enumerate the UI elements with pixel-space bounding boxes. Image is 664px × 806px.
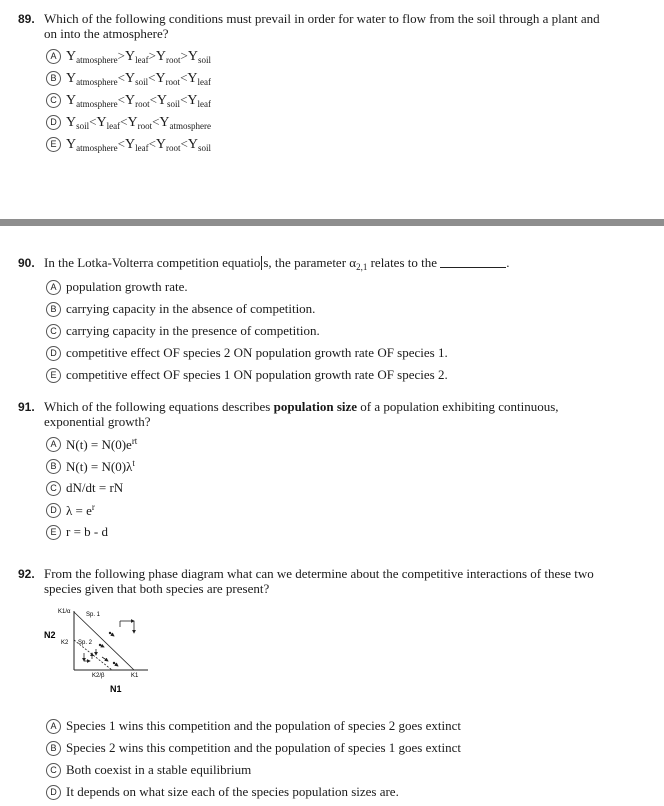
option-text (66, 70, 211, 87)
answer-option-c[interactable] (46, 320, 448, 342)
option-letter-badge[interactable]: D (46, 115, 61, 130)
option-letter-badge[interactable]: D (46, 503, 61, 518)
inequality-symbol: < (180, 135, 188, 151)
question-text-end: relates to the (367, 255, 438, 270)
inequality-symbol: < (120, 113, 128, 129)
equation-base: N(t) = N(0)e (66, 436, 132, 452)
water-potential-symbol: Y (66, 114, 77, 130)
water-potential-symbol: Y (187, 70, 198, 86)
option-letter-badge[interactable]: D (46, 785, 61, 800)
water-potential-subscript: leaf (197, 76, 212, 87)
answer-options (46, 45, 211, 155)
inequality-symbol: > (180, 47, 188, 63)
answer-option-b[interactable] (46, 737, 461, 759)
option-letter-badge[interactable]: B (46, 71, 61, 86)
water-potential-symbol: Y (155, 136, 167, 152)
question-text: Which of the following conditions must prevail in order for water to flow from the soil through a plant and on into the atmosphere? (44, 11, 600, 41)
equilibrium-points (99, 632, 115, 664)
option-text: population growth rate. (66, 279, 188, 294)
question-number: 91. (18, 400, 35, 414)
answer-option-a[interactable] (46, 276, 448, 298)
equation-base: dN/dt = rN (66, 480, 124, 495)
option-letter-badge[interactable]: C (46, 763, 61, 778)
question-number: 92. (18, 567, 35, 581)
water-potential-subscript: soil (198, 142, 212, 153)
answer-option-d[interactable] (46, 499, 137, 521)
option-letter-badge[interactable]: C (46, 324, 61, 339)
answer-option-c[interactable] (46, 89, 211, 111)
water-potential-symbol: Y (66, 136, 77, 152)
option-letter-badge[interactable]: E (46, 368, 61, 383)
label-k1: K1 (131, 673, 139, 679)
inequality-symbol: < (148, 69, 156, 85)
section-divider (0, 219, 664, 226)
water-potential-subscript: root (166, 142, 181, 153)
option-text (66, 114, 211, 131)
answer-options (46, 715, 461, 803)
water-potential-symbol: Y (66, 92, 77, 108)
water-potential-symbol: Y (187, 92, 198, 108)
water-potential-symbol: Y (159, 114, 170, 130)
inequality-symbol: > (117, 47, 125, 63)
water-potential-symbol: Y (66, 70, 77, 86)
inequality-symbol: < (89, 113, 97, 129)
water-potential-subscript: leaf (106, 120, 121, 131)
option-letter-badge[interactable]: B (46, 302, 61, 317)
water-potential-symbol: Y (156, 92, 168, 108)
water-potential-subscript: root (135, 98, 150, 109)
water-potential-symbol: Y (187, 136, 199, 152)
water-potential-subscript: soil (167, 98, 181, 109)
inequality-symbol: < (117, 91, 125, 107)
water-potential-subscript: soil (135, 76, 149, 87)
y-axis-label: N2 (44, 630, 56, 640)
question-text: From the following phase diagram what can we determine about the competitive interactions of these two species given that both species are present? (44, 566, 594, 596)
equation-base: N(t) = N(0)λ (66, 458, 133, 474)
water-potential-subscript: atmosphere (76, 76, 118, 87)
inequality-symbol: < (180, 69, 188, 85)
equation-text (66, 436, 137, 453)
question-number: 89. (18, 12, 35, 26)
water-potential-symbol: Y (187, 48, 199, 64)
water-potential-subscript: leaf (135, 142, 149, 153)
answer-option-e[interactable] (46, 521, 137, 543)
answer-blank (440, 256, 506, 268)
inequality-symbol: < (117, 135, 125, 151)
inequality-symbol: < (152, 113, 160, 129)
label-sp2: Sp. 2 (78, 640, 93, 646)
answer-option-a[interactable] (46, 433, 137, 455)
inequality-symbol: > (148, 47, 156, 63)
label-k2: K2 (61, 640, 69, 646)
option-letter-badge[interactable]: A (46, 719, 61, 734)
option-letter-badge[interactable]: A (46, 49, 61, 64)
x-axis-label: N1 (110, 684, 122, 694)
inequality-symbol: < (117, 69, 125, 85)
option-letter-badge[interactable]: C (46, 93, 61, 108)
period: . (506, 255, 510, 270)
water-potential-symbol: Y (127, 114, 138, 130)
option-text: Both coexist in a stable equilibrium (66, 762, 252, 777)
option-letter-badge[interactable]: E (46, 137, 61, 152)
water-potential-subscript: soil (198, 54, 212, 65)
option-text: competitive effect OF species 2 ON population growth rate OF species 1. (66, 345, 448, 360)
water-potential-subscript: leaf (135, 54, 149, 65)
water-potential-symbol: Y (66, 48, 77, 64)
water-potential-subscript: atmosphere (169, 120, 212, 131)
question-text-end: of a population exhibiting continuous, exponential growth? (44, 399, 559, 429)
equation-base: r = b - d (66, 524, 108, 539)
label-k2-beta: K2/β (92, 673, 105, 679)
option-text (66, 92, 211, 109)
water-potential-symbol: Y (155, 70, 166, 86)
water-potential-subscript: root (165, 76, 181, 87)
question-text-start: Which of the following equations describes (44, 399, 274, 414)
water-potential-symbol: Y (124, 70, 136, 86)
answer-option-d[interactable] (46, 781, 461, 803)
option-letter-badge[interactable]: E (46, 525, 61, 540)
equation-base: λ = e (66, 502, 92, 518)
answer-options (46, 276, 448, 386)
water-potential-symbol: Y (155, 48, 167, 64)
isocline-species-2 (74, 640, 112, 670)
answer-option-e[interactable] (46, 133, 211, 155)
option-letter-badge[interactable]: B (46, 741, 61, 756)
option-text: carrying capacity in the absence of competition. (66, 301, 316, 316)
option-letter-badge[interactable]: A (46, 437, 61, 452)
answer-option-c[interactable] (46, 477, 137, 499)
equation-text (66, 524, 108, 540)
label-k1-alpha: K1/α (58, 609, 71, 615)
water-potential-subscript: atmosphere (76, 54, 118, 65)
question-text-start: In the Lotka-Volterra competition equatio (44, 255, 261, 270)
inequality-symbol: < (149, 91, 157, 107)
water-potential-subscript: atmosphere (76, 142, 118, 153)
equation-exponent: t (132, 457, 135, 468)
answer-option-a[interactable] (46, 45, 211, 67)
water-potential-symbol: Y (124, 48, 136, 64)
question-text-emphasis: population size (273, 399, 358, 414)
question-text-mid: s, the parameter α (263, 255, 357, 270)
option-text: Species 1 wins this competition and the population of species 2 goes extinct (66, 718, 461, 733)
answer-option-b[interactable] (46, 67, 211, 89)
equation-exponent: rt (131, 435, 138, 446)
equation-exponent: r (91, 501, 95, 512)
inequality-symbol: < (180, 91, 188, 107)
answer-option-b[interactable] (46, 455, 137, 477)
water-potential-subscript: root (137, 120, 153, 131)
answer-option-c[interactable] (46, 759, 461, 781)
option-text: Species 2 wins this competition and the population of species 1 goes extinct (66, 740, 461, 755)
equation-text (66, 502, 95, 519)
parameter-subscript: 2,1 (356, 262, 368, 272)
answer-option-a[interactable] (46, 715, 461, 737)
water-potential-symbol: Y (96, 114, 107, 130)
equation-text (66, 458, 135, 475)
water-potential-subscript: leaf (197, 98, 212, 109)
option-letter-badge[interactable]: D (46, 346, 61, 361)
phase-diagram (38, 603, 178, 698)
answer-option-d[interactable] (46, 342, 448, 364)
water-potential-symbol: Y (124, 136, 136, 152)
option-text (66, 136, 211, 153)
inequality-symbol: < (148, 135, 156, 151)
equation-text (66, 480, 123, 496)
answer-option-e[interactable] (46, 364, 448, 386)
question-text (44, 399, 604, 429)
water-potential-symbol: Y (124, 92, 136, 108)
answer-option-b[interactable] (46, 298, 448, 320)
option-text: carrying capacity in the presence of competition. (66, 323, 320, 338)
option-text: competitive effect OF species 1 ON population growth rate OF species 2. (66, 367, 448, 382)
water-potential-subscript: soil (76, 120, 90, 131)
question-text (44, 255, 644, 275)
option-text: It depends on what size each of the species population sizes are. (66, 784, 399, 799)
option-text (66, 48, 211, 65)
option-letter-badge[interactable]: C (46, 481, 61, 496)
option-letter-badge[interactable]: B (46, 459, 61, 474)
water-potential-subscript: root (166, 54, 181, 65)
answer-option-d[interactable] (46, 111, 211, 133)
question-number: 90. (18, 256, 35, 270)
label-sp1: Sp. 1 (86, 612, 101, 618)
water-potential-subscript: atmosphere (76, 98, 118, 109)
option-letter-badge[interactable]: A (46, 280, 61, 295)
answer-options (46, 433, 137, 543)
